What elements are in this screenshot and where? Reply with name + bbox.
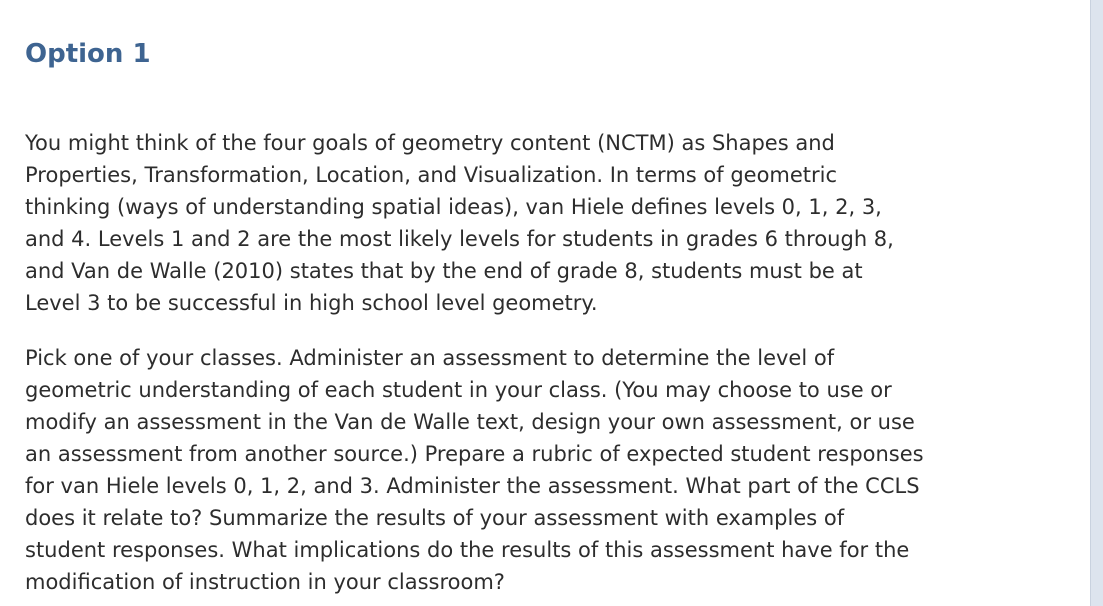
window-edge-scrollbar[interactable] (1090, 0, 1103, 606)
option-heading: Option 1 (25, 39, 151, 69)
assignment-content (25, 34, 1075, 606)
intro-paragraph: You might think of the four goals of geometry content (NCTM) as Shapes and Properties, Transformation, Location, and Visualization. In terms of geometric thinking (ways of understanding spatial ideas), van Hiele defines levels 0, 1, 2, 3, and 4. Levels 1 and 2 are the most likely levels for students in grades 6 through 8, and Van de Walle (2010) states that by the end of grade 8, students must be at Level 3 to be successful in high school level geometry. (25, 131, 894, 315)
task-paragraph: Pick one of your classes. Administer an assessment to determine the level of geometric understanding of each student in your class. (You may choose to use or modify an assessment in the Van de Walle text, design your own assessment, or use an assessment from another source.) Prepare a rubric of expected student responses for van Hiele levels 0, 1, 2, and 3. Administer the assessment. What part of the CCLS does it relate to? Summarize the results of your assessment with examples of student responses. What implications do the results of this assessment have for the modification of instruction in your classroom? (25, 346, 924, 594)
